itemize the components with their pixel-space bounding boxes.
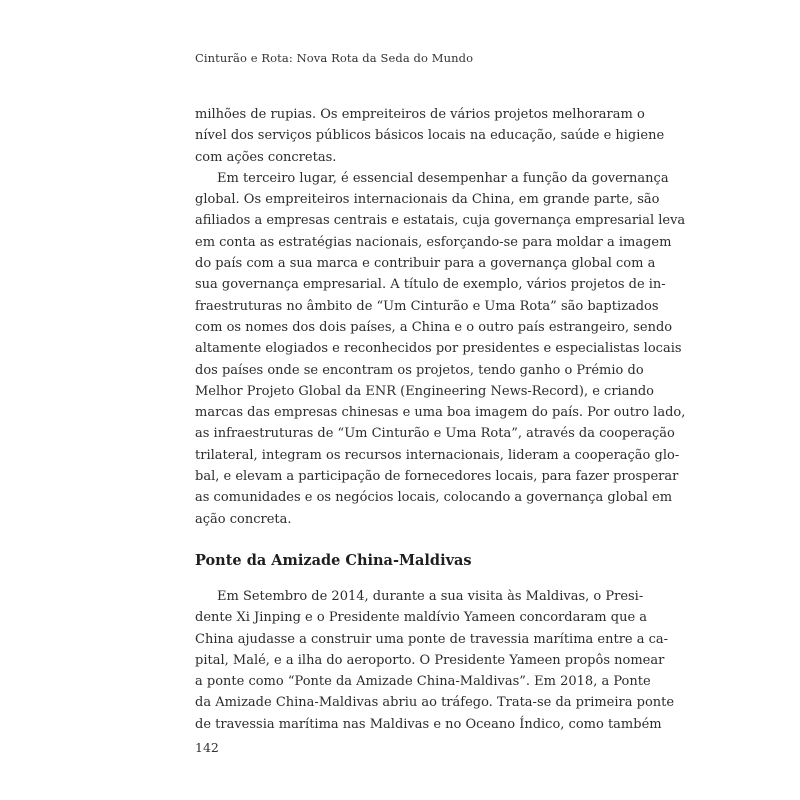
body-text-section-1 bbox=[195, 104, 686, 530]
section-heading: Ponte da Amizade China-Maldivas bbox=[195, 552, 472, 569]
text-line: dos países onde se encontram os projetos, tendo ganho o Prémio do bbox=[195, 362, 644, 378]
text-line: as comunidades e os negócios locais, colocando a governança global em bbox=[195, 490, 673, 506]
text-line: fraestruturas no âmbito de “Um Cinturão e Uma Rota” são baptizados bbox=[195, 298, 659, 314]
text-line: Melhor Projeto Global da ENR (Engineering News-Record), e criando bbox=[195, 383, 654, 399]
text-line: do país com a sua marca e contribuir para a governança global com a bbox=[195, 256, 656, 272]
running-head-title: Cinturão e Rota: Nova Rota da Seda do Mundo bbox=[195, 51, 474, 65]
text-line: sua governança empresarial. A título de exemplo, vários projetos de in- bbox=[195, 277, 666, 293]
text-line: a ponte como “Ponte da Amizade China-Maldivas”. Em 2018, a Ponte bbox=[195, 674, 651, 690]
text-line: nível dos serviços públicos básicos locais na educação, saúde e higiene bbox=[195, 128, 665, 144]
text-line: afiliados a empresas centrais e estatais, cuja governança empresarial leva bbox=[195, 213, 686, 229]
paragraph-first-line: Em terceiro lugar, é essencial desempenhar a função da governança bbox=[217, 170, 669, 186]
body-text-section-2 bbox=[195, 586, 675, 735]
text-line: trilateral, integram os recursos internacionais, lideram a cooperação glo- bbox=[195, 447, 680, 463]
text-line: bal, e elevam a participação de fornecedores locais, para fazer prosperar bbox=[195, 469, 679, 485]
text-line: de travessia marítima nas Maldivas e no Oceano Índico, como também bbox=[195, 716, 662, 732]
page-number: 142 bbox=[195, 740, 219, 755]
paragraph-first-line: Em Setembro de 2014, durante a sua visita às Maldivas, o Presi- bbox=[217, 589, 644, 604]
text-line: com ações concretas. bbox=[195, 149, 337, 165]
text-line: da Amizade China-Maldivas abriu ao tráfego. Trata-se da primeira ponte bbox=[195, 695, 675, 711]
text-line: marcas das empresas chinesas e uma boa imagem do país. Por outro lado, bbox=[195, 405, 686, 421]
text-line: global. Os empreiteiros internacionais da China, em grande parte, são bbox=[195, 192, 660, 208]
text-line: altamente elogiados e reconhecidos por presidentes e especialistas locais bbox=[195, 341, 682, 357]
text-line: milhões de rupias. Os empreiteiros de vários projetos melhoraram o bbox=[195, 107, 645, 122]
text-line: ação concreta. bbox=[195, 511, 292, 527]
text-line: as infraestruturas de “Um Cinturão e Uma Rota”, através da cooperação bbox=[195, 426, 675, 442]
text-line: com os nomes dos dois países, a China e o outro país estrangeiro, sendo bbox=[195, 319, 673, 335]
text-line: pital, Malé, e a ilha do aeroporto. O Presidente Yameen propôs nomear bbox=[195, 652, 665, 668]
text-line: dente Xi Jinping e o Presidente maldívio Yameen concordaram que a bbox=[195, 610, 648, 626]
text-line: China ajudasse a construir uma ponte de travessia marítima entre a ca- bbox=[195, 631, 669, 647]
text-line: em conta as estratégias nacionais, esforçando-se para moldar a imagem bbox=[195, 234, 672, 250]
